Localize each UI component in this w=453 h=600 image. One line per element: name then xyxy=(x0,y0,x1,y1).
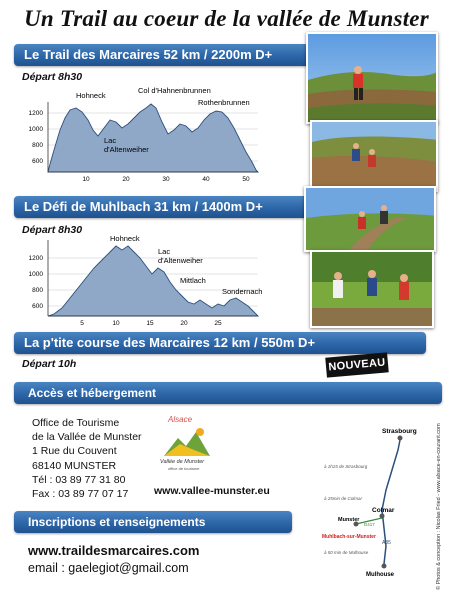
office-fax: Fax : 03 89 77 07 17 xyxy=(32,488,129,501)
nouveau-badge: NOUVEAU xyxy=(325,352,389,377)
photo-runners-group xyxy=(310,250,434,328)
x-tick: 10 xyxy=(82,176,90,183)
label-col: Col d'Hahnenbrunnen xyxy=(138,86,211,95)
x-tick: 50 xyxy=(242,176,250,183)
label-lac: Lac xyxy=(158,247,171,256)
map-label-muhlbach: Muhlbach-sur-Munster xyxy=(322,534,376,540)
depart-race3: Départ 10h xyxy=(22,358,77,370)
banner-inscriptions: Inscriptions et renseignements xyxy=(14,511,292,533)
office-line: Office de Tourisme xyxy=(32,417,120,429)
office-phone: Tél : 03 89 77 31 80 xyxy=(32,473,126,486)
tourism-logo xyxy=(150,410,220,474)
map-label-mulhouse: Mulhouse xyxy=(366,572,394,578)
photo-credit: © Photos & conception : Nicolas Fried - www.alsace-en-courant.com xyxy=(436,423,442,590)
map-dot-mulhouse xyxy=(382,564,387,569)
map-label-colmar: Colmar xyxy=(372,507,395,514)
office-line: 68140 MUNSTER xyxy=(32,459,117,472)
x-tick: 10 xyxy=(112,320,120,327)
label-sondernach: Sondernach xyxy=(222,287,263,296)
office-line: de la Vallée de Munster xyxy=(32,431,142,444)
banner-ptite-course: La p'tite course des Marcaires 12 km / 550m D+ xyxy=(14,332,426,354)
label-hohneck: Hohneck xyxy=(110,234,140,243)
label-hohneck: Hohneck xyxy=(76,91,106,100)
photo-runner-ridge xyxy=(306,32,438,124)
map-label-munster: Munster xyxy=(338,517,360,523)
photo-runners-path xyxy=(304,186,436,252)
x-tick: 20 xyxy=(122,176,130,183)
office-address xyxy=(32,416,142,501)
y-tick: 1000 xyxy=(28,126,43,133)
map-dot-strasbourg xyxy=(398,436,403,441)
map-time-mulhouse: à 50 min de Mulhouse xyxy=(324,550,369,555)
elevation-profile-race1 xyxy=(18,84,298,186)
map-time-colmar: à 25min de Colmar xyxy=(324,496,363,501)
y-tick: 800 xyxy=(32,287,43,294)
profile-area-race2 xyxy=(48,246,258,316)
svg-text:office de tourisme: office de tourisme xyxy=(168,466,200,471)
elevation-profile-race2 xyxy=(18,232,298,330)
office-line: 1 Rue du Couvent xyxy=(32,445,117,458)
y-tick: 600 xyxy=(32,303,43,310)
banner-acces: Accès et hébergement xyxy=(14,382,442,404)
banner-trail-marcaires: Le Trail des Marcaires 52 km / 2200m D+ xyxy=(14,44,426,66)
route-map xyxy=(300,420,432,580)
label-altenweiher: d'Altenweiher xyxy=(104,145,149,154)
x-tick: 30 xyxy=(162,176,170,183)
website-vallee-munster[interactable]: www.vallee-munster.eu xyxy=(154,485,270,497)
page-title: Un Trail au coeur de la vallée de Munster xyxy=(24,6,429,31)
x-tick: 5 xyxy=(80,320,84,327)
map-label-strasbourg: Strasbourg xyxy=(382,428,417,435)
depart-race1: Départ 8h30 xyxy=(22,71,83,83)
map-dot-colmar xyxy=(380,514,385,519)
x-tick: 20 xyxy=(180,320,188,327)
y-tick: 1000 xyxy=(28,271,43,278)
profile-area-race1 xyxy=(48,104,258,172)
map-label-a35: A35 xyxy=(382,540,391,546)
label-lac: Lac xyxy=(104,136,117,145)
map-time-strasbourg: à 1h15 de Strasbourg xyxy=(324,464,368,469)
svg-text:Alsace: Alsace xyxy=(168,415,193,424)
label-altenweiher: d'Altenweiher xyxy=(158,256,203,265)
x-tick: 25 xyxy=(214,320,222,327)
x-tick: 40 xyxy=(202,176,210,183)
website-trail[interactable]: www.traildesmarcaires.com xyxy=(28,543,200,558)
y-tick: 800 xyxy=(32,142,43,149)
photo-runners-hill xyxy=(310,120,438,192)
x-tick: 15 xyxy=(146,320,154,327)
y-tick: 1200 xyxy=(28,255,43,262)
svg-text:Vallée de Munster: Vallée de Munster xyxy=(160,459,205,465)
label-mittlach: Mittlach xyxy=(180,276,206,285)
depart-race2: Départ 8h30 xyxy=(22,224,83,236)
y-tick: 600 xyxy=(32,158,43,165)
label-rothenbrunnen: Rothenbrunnen xyxy=(198,98,250,107)
email-contact[interactable]: email : gaelegiot@gmail.com xyxy=(28,561,189,575)
banner-defi-muhlbach: Le Défi de Muhlbach 31 km / 1400m D+ xyxy=(14,196,426,218)
map-label-d417: D417 xyxy=(364,522,375,527)
y-tick: 1200 xyxy=(28,110,43,117)
